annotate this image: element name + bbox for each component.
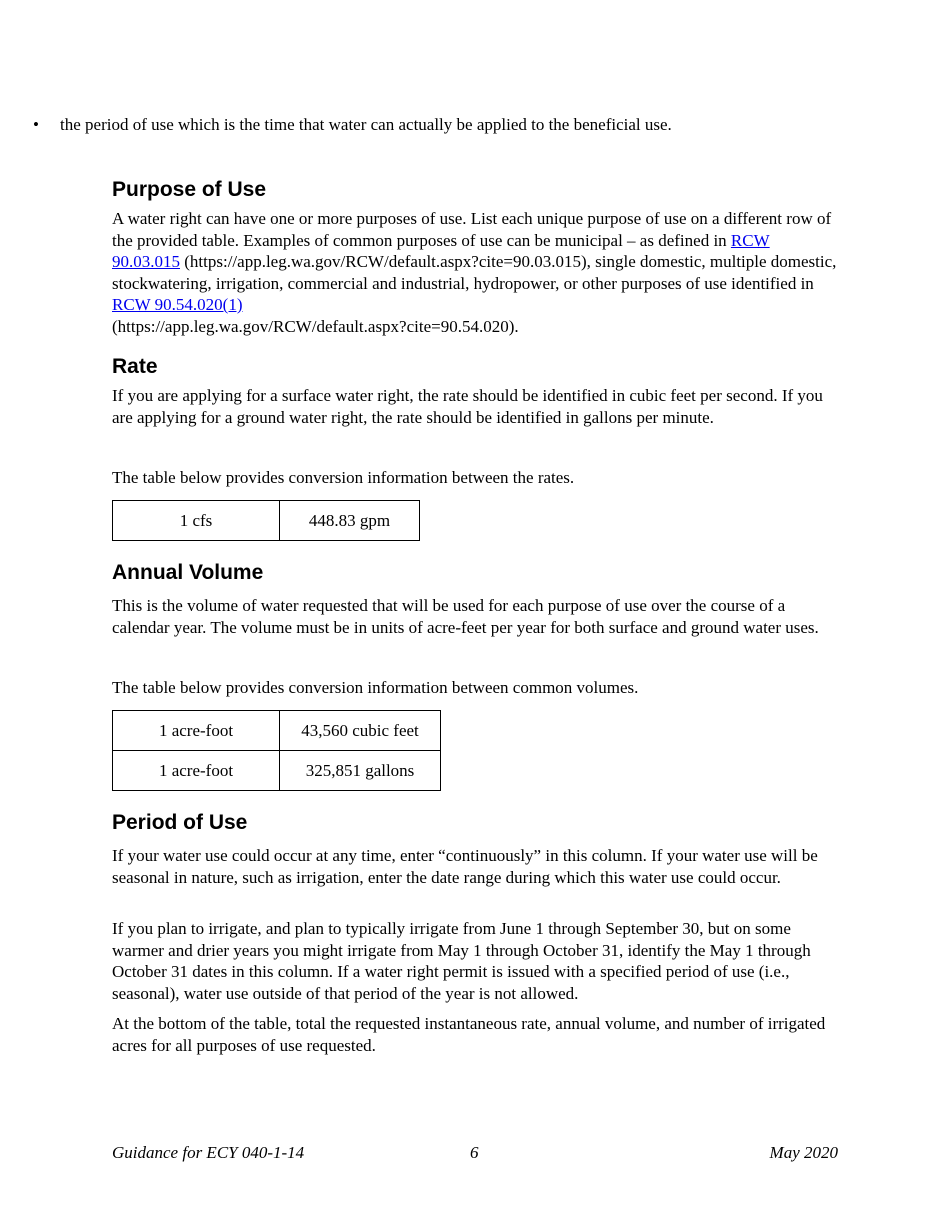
purpose-text-3: (https://app.leg.wa.gov/RCW/default.aspx?cite=90.54.020). xyxy=(112,316,519,336)
rcw-90-54-020-link[interactable]: RCW 90.54.020(1) xyxy=(112,295,243,314)
period-text-3: At the bottom of the table, total the requested instantaneous rate, annual volume, and number of irrigated acres for all purposes of use requested. xyxy=(112,1014,826,1055)
table-row xyxy=(113,751,441,791)
rate-table-intro: The table below provides conversion information between the rates. xyxy=(112,468,575,487)
table-cell: 325,851 gallons xyxy=(280,751,441,791)
volume-heading: Annual Volume xyxy=(112,561,264,584)
bullet-item xyxy=(33,114,733,136)
table-cell: 448.83 gpm xyxy=(280,501,420,541)
purpose-text-2: (https://app.leg.wa.gov/RCW/default.aspx?cite=90.03.015), single domestic, multiple domestic, stockwatering, irrigation, commercial and industrial, hydropower, or other purposes of use identified in xyxy=(112,252,837,293)
purpose-paragraph xyxy=(112,208,840,337)
rate-heading: Rate xyxy=(112,355,158,378)
footer-document-title: Guidance for ECY 040-1-14 xyxy=(112,1143,305,1162)
period-heading: Period of Use xyxy=(112,811,248,834)
footer-date: May 2020 xyxy=(769,1143,838,1162)
table-cell: 1 acre-foot xyxy=(113,711,280,751)
bullet-dot-icon: • xyxy=(33,115,39,134)
bullet-text: the period of use which is the time that water can actually be applied to the beneficial use. xyxy=(60,115,672,134)
rate-conversion-table xyxy=(112,500,420,541)
volume-table-intro: The table below provides conversion information between common volumes. xyxy=(112,678,639,697)
footer-page-number: 6 xyxy=(470,1143,479,1162)
rcw-90-03-015-link[interactable]: RCW 90.03.015 xyxy=(112,230,770,271)
table-cell: 1 acre-foot xyxy=(113,751,280,791)
rate-text: If you are applying for a surface water right, the rate should be identified in cubic feet per second. If you are applying for a ground water right, the rate should be identified in gallons per minute. xyxy=(112,386,823,427)
purpose-text-1: A water right can have one or more purposes of use. List each unique purpose of use on a different row of the provided table. Examples of common purposes of use can be municipal – as defined in xyxy=(112,209,832,250)
purpose-heading: Purpose of Use xyxy=(112,178,267,201)
table-row xyxy=(113,501,420,541)
table-cell: 43,560 cubic feet xyxy=(280,711,441,751)
period-text-2: If you plan to irrigate, and plan to typically irrigate from June 1 through September 30, but on some warmer and drier years you might irrigate from May 1 through October 31, identify the May 1 through October 31 dates in this column. If a water right permit is issued with a specified period of use (i.e., seasonal), water use outside of that period of the year is not allowed. xyxy=(112,919,811,1003)
period-text-1: If your water use could occur at any time, enter “continuously” in this column. If your water use will be seasonal in nature, such as irrigation, enter the date range during which this water use could occur. xyxy=(112,846,818,887)
volume-text: This is the volume of water requested that will be used for each purpose of use over the course of a calendar year. The volume must be in units of acre-feet per year for both surface and ground water uses. xyxy=(112,596,819,637)
table-row xyxy=(113,711,441,751)
volume-conversion-table xyxy=(112,710,441,791)
table-cell: 1 cfs xyxy=(113,501,280,541)
